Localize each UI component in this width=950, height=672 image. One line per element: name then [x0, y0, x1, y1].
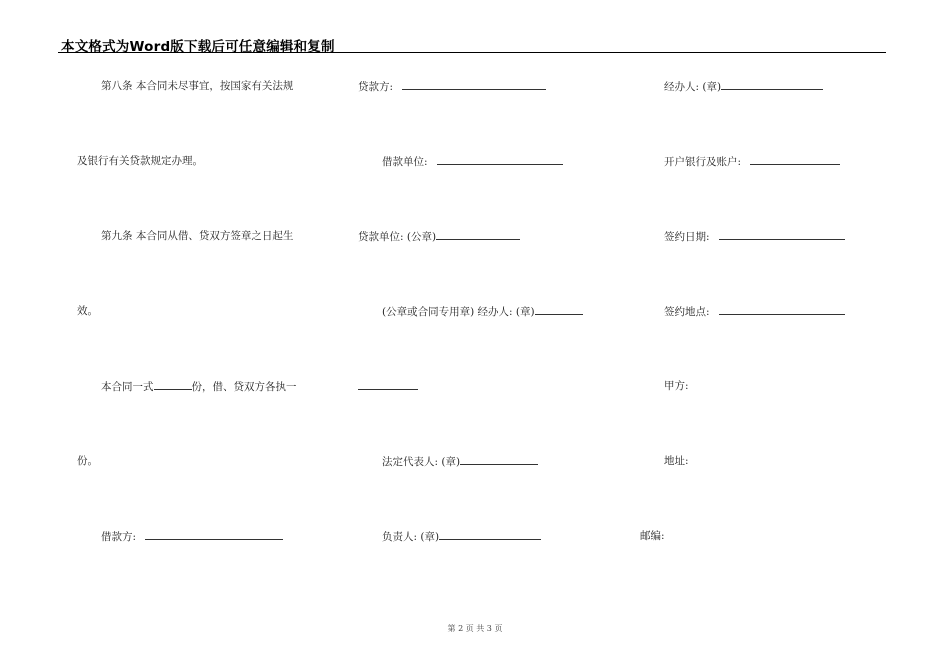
- lending-unit-row: [358, 229, 520, 244]
- clause-8-line1: 第八条 本合同未尽事宜，按国家有关法规: [101, 80, 294, 92]
- legal-rep-label: 法定代表人: (章): [382, 456, 461, 468]
- lender-row: [358, 79, 546, 94]
- signing-date-blank: [719, 229, 845, 240]
- bank-account-row: [664, 154, 840, 169]
- person-in-charge-label: 负责人: (章): [382, 531, 440, 543]
- signing-date-row: [664, 229, 845, 244]
- signing-date-label: 签约日期:: [664, 231, 710, 243]
- borrower-blank: [145, 529, 283, 540]
- bank-account-blank: [750, 154, 840, 165]
- borrower-signature-row: [101, 529, 283, 544]
- address-label: 地址:: [664, 455, 689, 467]
- signing-place-blank: [719, 304, 845, 315]
- lender-label: 贷款方:: [358, 81, 394, 93]
- signing-place-label: 签约地点:: [664, 306, 710, 318]
- borrowing-unit-row: [382, 154, 563, 169]
- lender-blank: [402, 79, 546, 90]
- postal-code-label: 邮编:: [640, 530, 665, 542]
- borrower-label: 借款方:: [101, 531, 137, 543]
- seal-agent-continuation-blank: [358, 379, 418, 390]
- clause-8-line2: 及银行有关贷款规定办理。: [77, 155, 203, 167]
- clause-9-line2: 效。: [77, 305, 98, 317]
- agent-label: 经办人: (章): [664, 81, 722, 93]
- bank-account-label: 开户银行及账户:: [664, 156, 742, 168]
- seal-agent-row: [382, 304, 583, 319]
- legal-rep-row: [382, 454, 538, 469]
- copies-count-blank: [154, 379, 192, 390]
- copies-suffix: 份，借、贷双方各执一: [191, 381, 297, 393]
- borrowing-unit-label: 借款单位:: [382, 156, 428, 168]
- seal-agent-label: (公章或合同专用章) 经办人: (章): [382, 306, 535, 318]
- signing-place-row: [664, 304, 845, 319]
- document-header-title: 本文格式为Word版下载后可任意编辑和复制: [61, 39, 335, 55]
- lending-unit-blank: [436, 229, 520, 240]
- person-in-charge-row: [382, 529, 541, 544]
- agent-blank: [721, 79, 823, 90]
- legal-rep-blank: [460, 454, 538, 465]
- seal-agent-continuation: [358, 379, 418, 394]
- header-divider: [58, 52, 886, 53]
- party-a-label: 甲方:: [664, 380, 689, 392]
- lending-unit-label: 贷款单位: (公章): [358, 231, 437, 243]
- copies-prefix: 本合同一式: [101, 381, 154, 393]
- page-number: 第 2 页 共 3 页: [447, 624, 503, 633]
- borrowing-unit-blank: [437, 154, 563, 165]
- copies-clause-line2: 份。: [77, 455, 98, 467]
- copies-clause-line1: [101, 379, 297, 394]
- agent-row: [664, 79, 823, 94]
- seal-agent-blank: [535, 304, 583, 315]
- person-in-charge-blank: [439, 529, 541, 540]
- clause-9-line1: 第九条 本合同从借、贷双方签章之日起生: [101, 230, 294, 242]
